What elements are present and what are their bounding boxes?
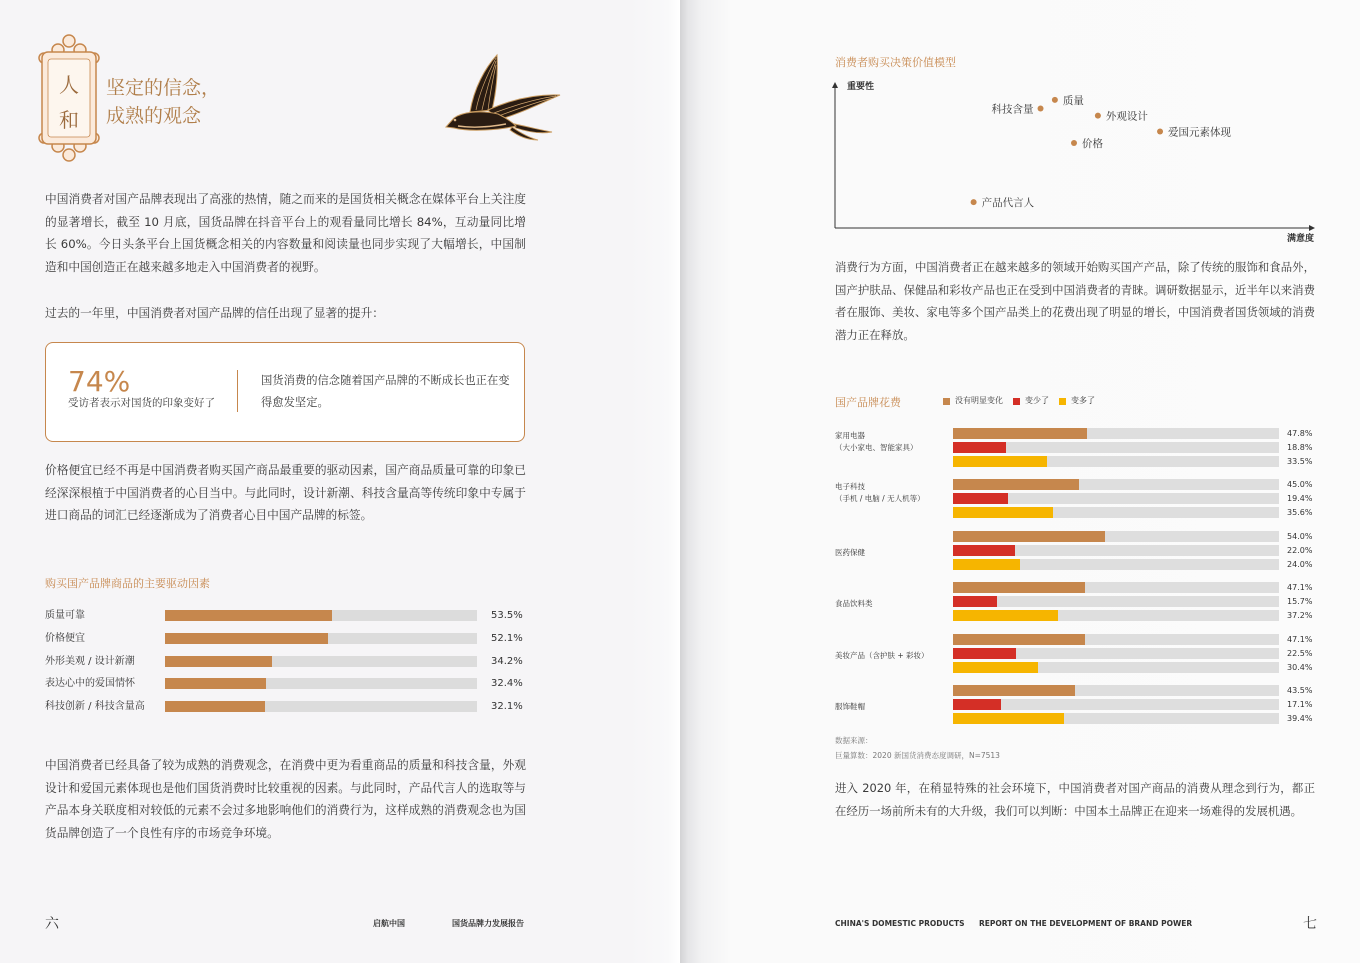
y-axis-arrow-icon (832, 82, 838, 88)
spend-bar-no-change (953, 479, 1079, 490)
spend-bar-increase (953, 507, 1053, 518)
drivers-bar-chart (45, 605, 525, 720)
spending-bar-chart (835, 428, 1325, 728)
spend-category-label (835, 598, 873, 610)
spend-value-increase: 39.4% (1287, 714, 1313, 723)
consumption-behavior-paragraph: 消费行为方面，中国消费者正在越来越多的领域开始购买国产产品，除了传统的服饰和食品外，国产护肤品、保健品和彩妆产品也正在受到中国消费者的青睐。调研数据显示，近半年以来消费者在服饰、美妆、家电等多个国产品类上的花费出现了明显的增长，中国消费者国货领域的消费潜力正在释放。 (835, 260, 1315, 343)
spend-value-decrease: 22.5% (1287, 648, 1313, 658)
swallow-illustration-icon (440, 48, 565, 143)
spend-category-name: 美妆产品（含护肤 + 彩妆） (835, 650, 929, 660)
right-page-number: 七 (1303, 916, 1317, 932)
driver-label: 科技创新 / 科技含量高 (45, 701, 145, 712)
spend-bar-track (953, 507, 1279, 518)
driver-bar (165, 633, 328, 644)
spend-group (835, 531, 1325, 573)
drivers-paragraph: 价格便宜已经不再是中国消费者购买国产商品最重要的驱动因素，国产商品质量可靠的印象已经深深根植于中国消费者的心目当中。与此同时，设计新潮、科技含量高等传统印象中专属于进口商品的词汇已经逐渐成为了消费者心目中国产品牌的标签。 (45, 463, 526, 523)
driver-label: 价格便宜 (45, 632, 85, 644)
spend-bar-increase (953, 610, 1058, 621)
scatter-point (971, 199, 977, 205)
y-axis-label: 重要性 (847, 82, 875, 92)
spend-bar-no-change (953, 582, 1085, 593)
spend-bar-track (953, 596, 1279, 607)
outlook-paragraph: 进入 2020 年，在稍显特殊的社会环境下，中国消费者对国产商品的消费从理念到行为，都正在经历一场前所未有的大升级，我们可以判断：中国本土品牌正在迎来一场难得的发展机遇。 (835, 781, 1315, 818)
spend-bar-track (953, 456, 1279, 467)
spend-bar-track (953, 662, 1279, 673)
driver-row (45, 673, 525, 695)
driver-value: 52.1% (491, 632, 523, 644)
spend-bar-decrease (953, 442, 1006, 453)
badge-char-top: 人 (59, 73, 79, 97)
legend-item-decrease (1013, 396, 1049, 406)
driver-bar (165, 678, 266, 689)
spend-category-note: （手机 / 电脑 / 无人机等） (835, 494, 925, 504)
scatter-chart-title: 消费者购买决策价值模型 (835, 56, 956, 69)
spend-bar-no-change (953, 634, 1085, 645)
spend-value-decrease: 15.7% (1287, 597, 1313, 607)
spending-legend (943, 396, 1105, 406)
footer-brand: 启航中国 (373, 919, 405, 928)
spend-bar-track (953, 428, 1279, 439)
spend-bar-track (953, 648, 1279, 659)
cartouche-ornament-icon (38, 33, 100, 163)
spend-category-name: 服饰鞋帽 (835, 702, 865, 711)
stat-callout-caption: 受访者表示对国货的印象变好了 (68, 397, 215, 409)
spend-bar-track (953, 699, 1279, 710)
scatter-point (1157, 129, 1163, 135)
spend-bar-decrease (953, 648, 1016, 659)
spend-bar-increase (953, 713, 1064, 724)
driver-value: 32.1% (491, 701, 523, 712)
driver-value: 34.2% (491, 655, 523, 667)
left-page-number: 六 (45, 916, 59, 932)
legend-label-no-change: 没有明显变化 (955, 396, 1003, 405)
scatter-point-label: 外观设计 (1105, 110, 1148, 123)
spend-bar-increase (953, 559, 1020, 570)
spend-bar-decrease (953, 699, 1001, 710)
driver-bar-track (165, 610, 477, 621)
footer-report-title: 国货品牌力发展报告 (452, 919, 524, 928)
legend-swatch-no-change (943, 398, 950, 405)
spend-bar-track (953, 442, 1279, 453)
spend-category-name: 电子科技 (835, 482, 865, 492)
scatter-point (1095, 113, 1101, 119)
spend-value-no-change: 47.1% (1287, 634, 1313, 644)
spend-group (835, 582, 1325, 624)
driver-bar-track (165, 633, 477, 644)
scatter-point-label: 科技含量 (991, 103, 1034, 116)
spend-category-label (835, 547, 865, 559)
spend-bar-track (953, 610, 1279, 621)
mature-consumption-paragraph: 中国消费者已经具备了较为成熟的消费观念，在消费中更为看重商品的质量和科技含量，外观设计和爱国元素体现也是他们国货消费时比较重视的因素。与此同时，产品代言人的选取等与产品本身关联度相对较低的元素不会过多地影响他们的消费行为，这样成熟的消费观念也为国货品牌创造了一个良性有序的市场竞争环境。 (45, 758, 526, 841)
driver-value: 32.4% (491, 678, 523, 690)
spend-value-no-change: 54.0% (1287, 531, 1313, 541)
spend-bar-track (953, 713, 1279, 724)
spend-category-name: 家用电器 (835, 431, 865, 440)
scatter-point (1071, 140, 1077, 146)
driver-bar-track (165, 701, 477, 712)
driver-bar-track (165, 656, 477, 667)
section-title-line-1: 坚定的信念， (106, 77, 221, 99)
badge-char-bottom: 和 (59, 108, 79, 132)
spend-value-increase: 24.0% (1287, 559, 1313, 569)
spend-value-decrease: 19.4% (1287, 494, 1313, 504)
spend-bar-decrease (953, 493, 1008, 504)
spend-bar-decrease (953, 596, 997, 607)
spend-bar-track (953, 559, 1279, 570)
spend-bar-track (953, 545, 1279, 556)
section-title (106, 74, 220, 130)
x-axis-arrow-icon (1309, 225, 1315, 231)
scatter-point-label: 爱国元素体现 (1168, 126, 1232, 139)
spend-value-increase: 37.2% (1287, 611, 1313, 621)
drivers-chart-title: 购买国产品牌商品的主要驱动因素 (45, 577, 210, 590)
spend-bar-increase (953, 456, 1047, 467)
driver-bar (165, 656, 272, 667)
driver-bar-track (165, 678, 477, 689)
driver-label: 外形美观 / 设计新潮 (45, 655, 135, 667)
stat-callout-divider (237, 370, 238, 412)
spend-bar-track (953, 493, 1279, 504)
driver-bar (165, 701, 265, 712)
driver-row (45, 628, 525, 650)
stat-callout-value: 74% (68, 365, 131, 398)
footer-en-right: REPORT ON THE DEVELOPMENT OF BRAND POWER (979, 919, 1193, 928)
driver-row (45, 696, 525, 718)
section-title-line-2: 成熟的观念 (106, 105, 202, 127)
spend-bar-no-change (953, 531, 1105, 542)
spend-value-decrease: 17.1% (1287, 700, 1313, 709)
spend-category-label (835, 701, 865, 713)
spend-value-no-change: 45.0% (1287, 480, 1313, 490)
spend-bar-track (953, 531, 1279, 542)
driver-row (45, 605, 525, 627)
spend-value-decrease: 22.0% (1287, 545, 1313, 555)
spend-category-label (835, 650, 929, 662)
intro-paragraph: 中国消费者对国产品牌表现出了高涨的热情，随之而来的是国货相关概念在媒体平台上关注度的显著增长，截至 10 月底，国货品牌在抖音平台上的观看量同比增长 84%，互动量同比增长 60%。今日头条平台上国货概念相关的内容数量和阅读量也同步实现了大幅增长，中国制造和中国创造正在越来越多地走入中国消费者的视野。 (45, 192, 526, 275)
spend-bar-track (953, 479, 1279, 490)
x-axis-label: 满意度 (1286, 234, 1314, 244)
scatter-point-label: 产品代言人 (981, 197, 1035, 210)
spend-value-no-change: 43.5% (1287, 686, 1313, 695)
legend-label-increase: 变多了 (1071, 396, 1095, 405)
driver-label: 表达心中的爱国情怀 (45, 678, 135, 690)
legend-item-increase (1059, 396, 1095, 406)
spend-value-no-change: 47.1% (1287, 583, 1313, 593)
legend-item-no-change (943, 396, 1003, 406)
stat-callout-text: 国货消费的信念随着国产品牌的不断成长也正在变得愈发坚定。 (261, 374, 510, 409)
spend-category-label (835, 430, 918, 454)
scatter-point-label: 价格 (1082, 138, 1103, 151)
spend-category-label (835, 481, 925, 505)
spend-bar-track (953, 634, 1279, 645)
spend-group (835, 479, 1325, 521)
data-source (835, 733, 1000, 763)
driver-row (45, 651, 525, 673)
spending-chart-title: 国产品牌花费 (835, 396, 901, 409)
trust-paragraph: 过去的一年里，中国消费者对国产品牌的信任出现了显著的提升： (45, 306, 384, 320)
spend-bar-decrease (953, 545, 1015, 556)
data-source-text: 巨量算数：2020 新国货消费态度调研，N=7513 (835, 751, 1000, 760)
legend-swatch-decrease (1013, 398, 1020, 405)
scatter-point (1052, 97, 1058, 103)
spend-value-no-change: 47.8% (1287, 429, 1313, 438)
spend-value-decrease: 18.8% (1287, 443, 1313, 452)
decision-value-scatter-chart (830, 76, 1320, 246)
spend-category-name: 食品饮料类 (835, 599, 873, 609)
spend-bar-increase (953, 662, 1038, 673)
spend-category-note: （大小家电、智能家具） (835, 443, 918, 452)
spend-value-increase: 30.4% (1287, 662, 1313, 672)
spend-value-increase: 33.5% (1287, 457, 1313, 466)
driver-value: 53.5% (491, 610, 523, 621)
legend-label-decrease: 变少了 (1025, 396, 1049, 405)
spend-category-name: 医药保健 (835, 547, 865, 557)
driver-label: 质量可靠 (45, 610, 85, 621)
spend-group (835, 428, 1325, 470)
spend-value-increase: 35.6% (1287, 508, 1313, 518)
spend-bar-no-change (953, 685, 1075, 696)
scatter-points (971, 94, 1232, 209)
legend-swatch-increase (1059, 398, 1066, 405)
data-source-label: 数据来源： (835, 736, 873, 745)
footer-en-left: CHINA'S DOMESTIC PRODUCTS (835, 919, 965, 928)
scatter-point-label: 质量 (1062, 94, 1084, 107)
spend-group (835, 685, 1325, 727)
spend-bar-track (953, 685, 1279, 696)
spend-group (835, 634, 1325, 676)
spend-bar-no-change (953, 428, 1087, 439)
driver-bar (165, 610, 332, 621)
scatter-point (1038, 105, 1044, 111)
spend-bar-track (953, 582, 1279, 593)
